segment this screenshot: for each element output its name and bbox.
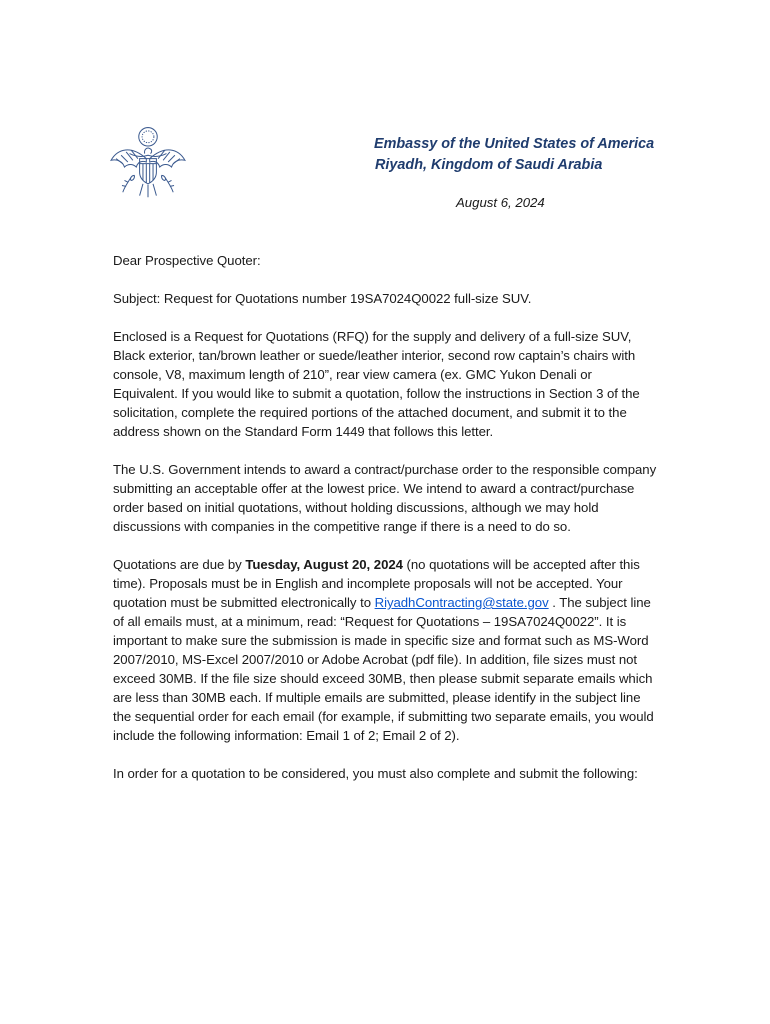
- letter-body: [113, 251, 658, 802]
- embassy-location: Riyadh, Kingdom of Saudi Arabia: [375, 157, 603, 173]
- united-states-great-seal-icon: [106, 120, 190, 204]
- due-date: Tuesday, August 20, 2024: [245, 557, 403, 572]
- letter-date: August 6, 2024: [456, 195, 545, 210]
- submission-text-prefix: Quotations are due by: [113, 557, 246, 572]
- subject-line: Subject: Request for Quotations number 19SA7024Q0022 full-size SUV.: [113, 291, 532, 306]
- paragraph-award-intent: The U.S. Government intends to award a contract/purchase order to the responsible company submitting an acceptable offer at the lowest price. We intend to award a contract/purchase order based on initial quotations, without holding discussions, although we may hold discussions with companies in the competitive range if there is a need to do so.: [113, 462, 657, 534]
- paragraph-submission-instructions: [113, 555, 658, 745]
- letterhead: [374, 134, 674, 176]
- embassy-name: Embassy of the United States of America: [374, 136, 655, 152]
- paragraph-rfq-description: Enclosed is a Request for Quotations (RFQ) for the supply and delivery of a full-size SUV, Black exterior, tan/brown leather or suede/leather interior, second row captain’s chairs with console, V8, maximum length of 210”, rear view camera (ex. GMC Yukon Denali or Equivalent. If you would like to submit a quotation, follow the instructions in Section 3 of the solicitation, complete the required portions of the attached document, and submit it to the address shown on the Standard Form 1449 that follows this letter.: [113, 329, 640, 439]
- submission-text-middle: (no quotations will be accepted after this time). Proposals must be in English and incomplete proposals will not be accepted. Your quotation must be submitted electronically to: [113, 557, 640, 610]
- salutation: Dear Prospective Quoter:: [113, 253, 261, 268]
- paragraph-requirements-intro: In order for a quotation to be considered, you must also complete and submit the following:: [113, 766, 638, 781]
- submission-text-suffix: . The subject line of all emails must, at a minimum, read: “Request for Quotations – 19SA7024Q0022”. It is important to make sure the submission is made in specific size and format such as MS-Word 2007/2010, MS-Excel 2007/2010 or Adobe Acrobat (pdf file). In addition, file sizes must not exceed 30MB. If the file size should exceed 30MB, then please submit separate emails which are less than 30MB each. If multiple emails are submitted, please identify in the subject line the sequential order for each email (for example, if submitting two separate emails, you would include the following information: Email 1 of 2; Email 2 of 2).: [113, 595, 654, 743]
- contracting-email-link[interactable]: RiyadhContracting@state.gov: [374, 595, 549, 610]
